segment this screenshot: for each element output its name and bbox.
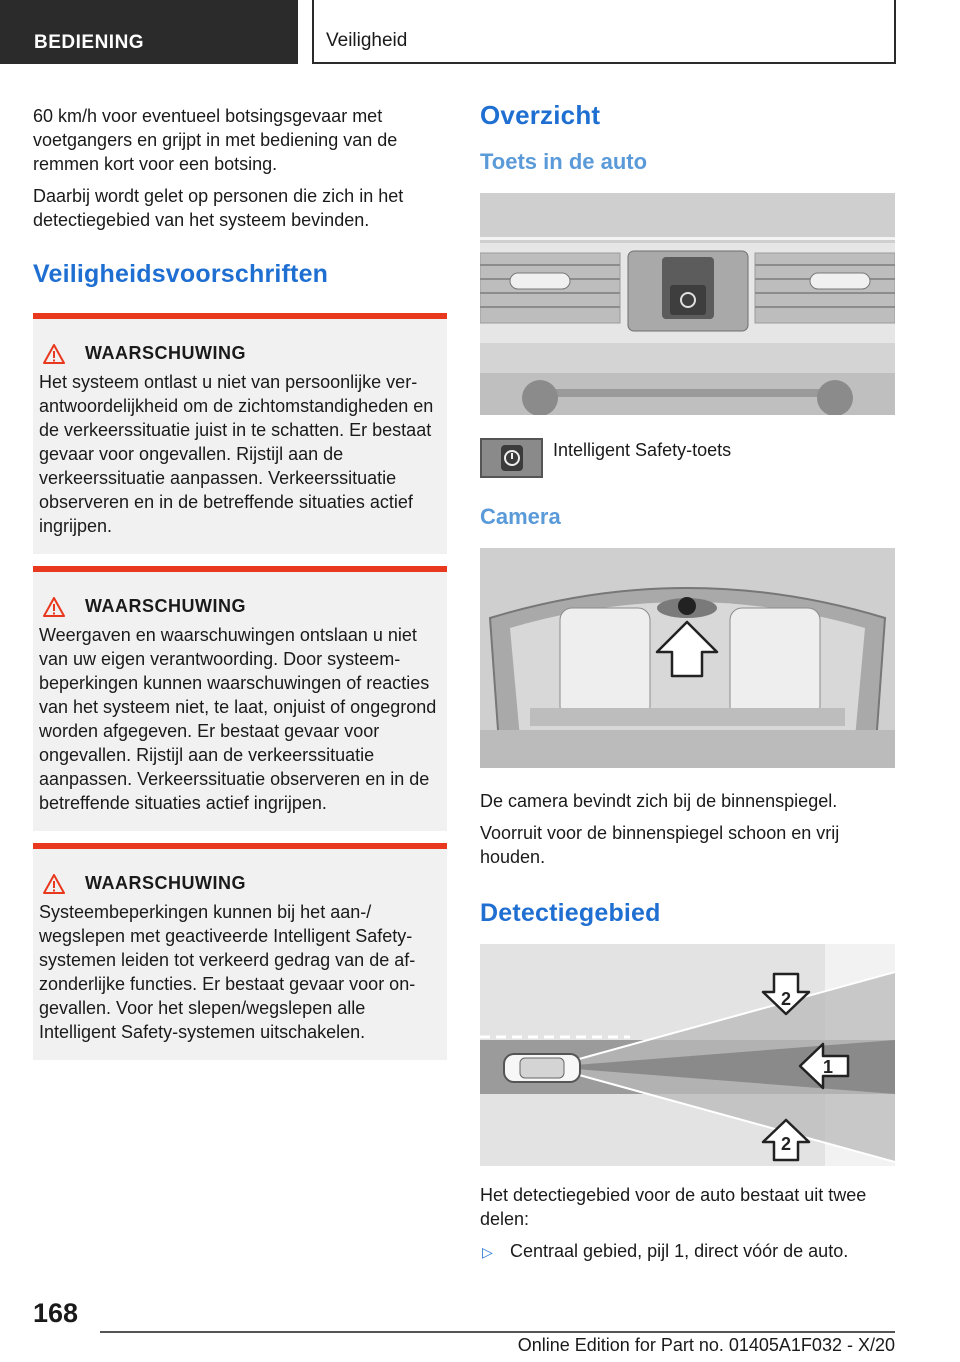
topic-tab: Veiligheid xyxy=(312,0,896,64)
footer-edition: Online Edition for Part no. 01405A1F032 - X/20 xyxy=(517,1335,895,1355)
button-heading: Toets in de auto xyxy=(480,149,648,174)
overview-heading: Overzicht xyxy=(480,100,601,130)
button-caption: Intelligent Safety-toets xyxy=(553,440,732,460)
warning-title: WAARSCHUWING xyxy=(85,343,246,363)
page-number: 168 xyxy=(33,1298,79,1328)
button-legend xyxy=(480,438,895,478)
warning-title: WAARSCHUWING xyxy=(85,873,246,893)
intro-paragraph-2: Daarbij wordt gelet op personen die zich in het detectiegebied van het systeem bevinden. xyxy=(33,186,404,230)
warning-box-2 xyxy=(33,566,447,831)
warning-box-1 xyxy=(33,313,447,554)
camera-text-2: Voorruit voor de binnenspiegel schoon en vrij houden. xyxy=(480,823,840,867)
zone-2-label: 2 xyxy=(780,1134,792,1154)
warning-box-3 xyxy=(33,843,447,1060)
chapter-tab: BEDIENING xyxy=(0,0,298,64)
footer-divider xyxy=(100,1331,895,1333)
camera-heading: Camera xyxy=(480,504,561,529)
zone-2-label: 2 xyxy=(780,989,792,1009)
detection-text: Het detectiegebied voor de auto bestaat uit twee delen: xyxy=(480,1185,867,1229)
detection-heading: Detectiegebied xyxy=(480,899,661,927)
warning-triangle-icon xyxy=(43,597,65,617)
camera-text-1: De camera bevindt zich bij de binnenspiegel. xyxy=(480,791,838,811)
warning-triangle-icon xyxy=(43,344,65,364)
right-column xyxy=(480,100,895,1264)
warning-text: Systeembeperkingen kunnen bij het aan-/ wegslepen met geactiveerde Intelligent Safety-systemen leiden tot verkeerd gedrag van de afzonderlijke functies. Er bestaat gevaar voor ongevallen. Voor het slepen/wegslepen alle Intelligent Safety-systemen uitschakelen. xyxy=(39,902,416,1042)
camera-illustration xyxy=(480,548,895,768)
triangle-bullet-icon: ▷ xyxy=(482,1244,493,1260)
zone-1-label: 1 xyxy=(822,1057,834,1077)
intro-paragraph-1: 60 km/h voor eventueel botsingsgevaar met voetgangers en grijpt in met bediening van de remmen kort voor een botsing. xyxy=(33,106,398,174)
warning-text: Het systeem ontlast u niet van persoonlijke verantwoordelijkheid om de zichtomstandigheden en de verkeerssituatie juist in te schatten. Er bestaat gevaar voor ongevallen. Rijstijl aan de verkeerssituatie aanpassen. Verkeerssituatie observeren en in de betreffende situaties actief ingrijpen. xyxy=(39,372,434,536)
safety-button-icon xyxy=(480,438,543,478)
dashboard-button-illustration xyxy=(480,193,895,415)
warning-triangle-icon xyxy=(43,874,65,894)
warning-title: WAARSCHUWING xyxy=(85,596,246,616)
warning-text: Weergaven en waarschuwingen ontslaan u niet van uw eigen verantwoording. Door systeembeperkingen kunnen waarschuwingen of reacties van het systeem niet, te laat, onjuist of ongegrond worden afgegeven. Er bestaat gevaar voor ongevallen. Rijstijl aan de verkeerssituatie aanpassen. Verkeerssituatie observeren en in de betreffende situaties actief ingrijpen. xyxy=(39,625,437,813)
safety-heading: Veiligheidsvoorschriften xyxy=(33,260,329,288)
list-item xyxy=(480,1239,895,1264)
bullet-text: Centraal gebied, pijl 1, direct vóór de auto. xyxy=(510,1241,849,1261)
left-column xyxy=(33,104,447,1072)
detection-area-diagram xyxy=(480,944,895,1166)
